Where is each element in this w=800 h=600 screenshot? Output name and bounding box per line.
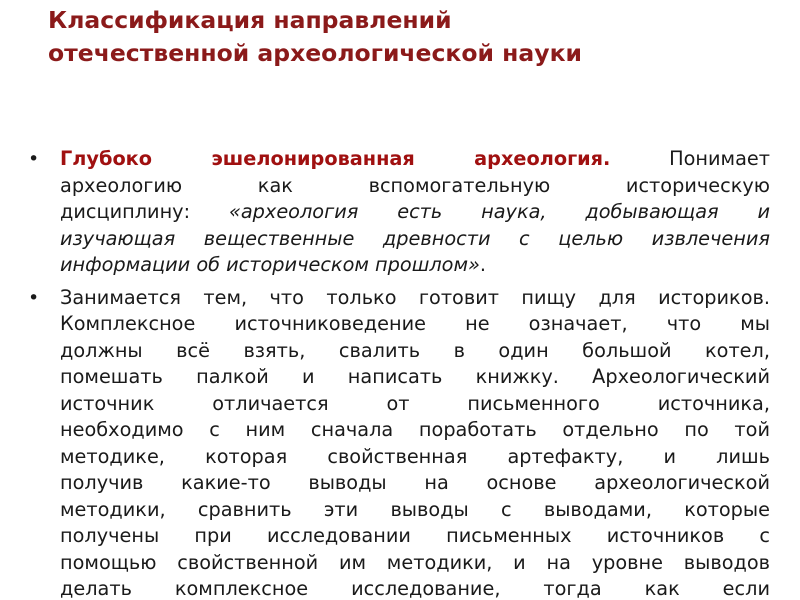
bullet2-line-8: получив какие-то выводы на основе археологической (60, 471, 770, 494)
bullet2-line-10: получены при исследовании письменных источников с (60, 524, 770, 547)
bullet1-line-5 (60, 252, 770, 279)
bullet2-line-1: Занимается тем, что только готовит пищу для историков. (60, 285, 770, 309)
quote-end: информации об историческом прошлом» (60, 253, 480, 276)
bullet1-line-3-start: дисциплину: (60, 200, 229, 223)
bullet2-line-4: помешать палкой и написать книжку. Археологический (60, 365, 770, 388)
bullet-item-1 (28, 146, 770, 279)
bullet-marker-1: • (28, 148, 40, 170)
bullet-item-2 (28, 285, 770, 600)
term-deep-archaeology: Глубоко эшелонированная археология. (60, 147, 611, 170)
bullet2-line-2: Комплексное источниковедение не означает, что мы (60, 312, 770, 335)
bullet1-line-2: археологию как вспомогательную историческую (60, 173, 770, 197)
bullet2-line-7: методике, которая свойственная артефакту, и лишь (60, 444, 770, 468)
bullet2-line-6: необходимо с ним сначала поработать отдельно по той (60, 418, 770, 441)
bullet2-line-9: методики, сравнить эти выводы с выводами, которые (60, 497, 770, 521)
slide-body (28, 146, 770, 600)
title-line-1: Классификация направлений (48, 6, 452, 34)
bullet1-line-3 (60, 199, 770, 226)
bullet-marker-2: • (28, 286, 40, 309)
bullet2-line-12: делать комплексное исследование, тогда как если (60, 577, 770, 600)
bullet2-line-11: помощью свойственной им методики, и на уровне выводов (60, 550, 770, 574)
slide-title (48, 4, 768, 70)
quote-start: «археология есть наука, добывающая и (228, 200, 770, 223)
bullet1-line-1 (60, 146, 770, 173)
bullet2-line-5: источник отличается от письменного источника, (60, 391, 770, 415)
bullet1-line-1-rest: Понимает (610, 147, 770, 170)
title-line-2: отечественной археологической науки (48, 39, 582, 67)
bullet2-line-3: должны всё взять, свалить в один большой котел, (60, 338, 770, 362)
bullet1-line-4: изучающая вещественные древности с целью извлечения (60, 226, 770, 250)
bullet1-line-5-period: . (479, 253, 487, 276)
